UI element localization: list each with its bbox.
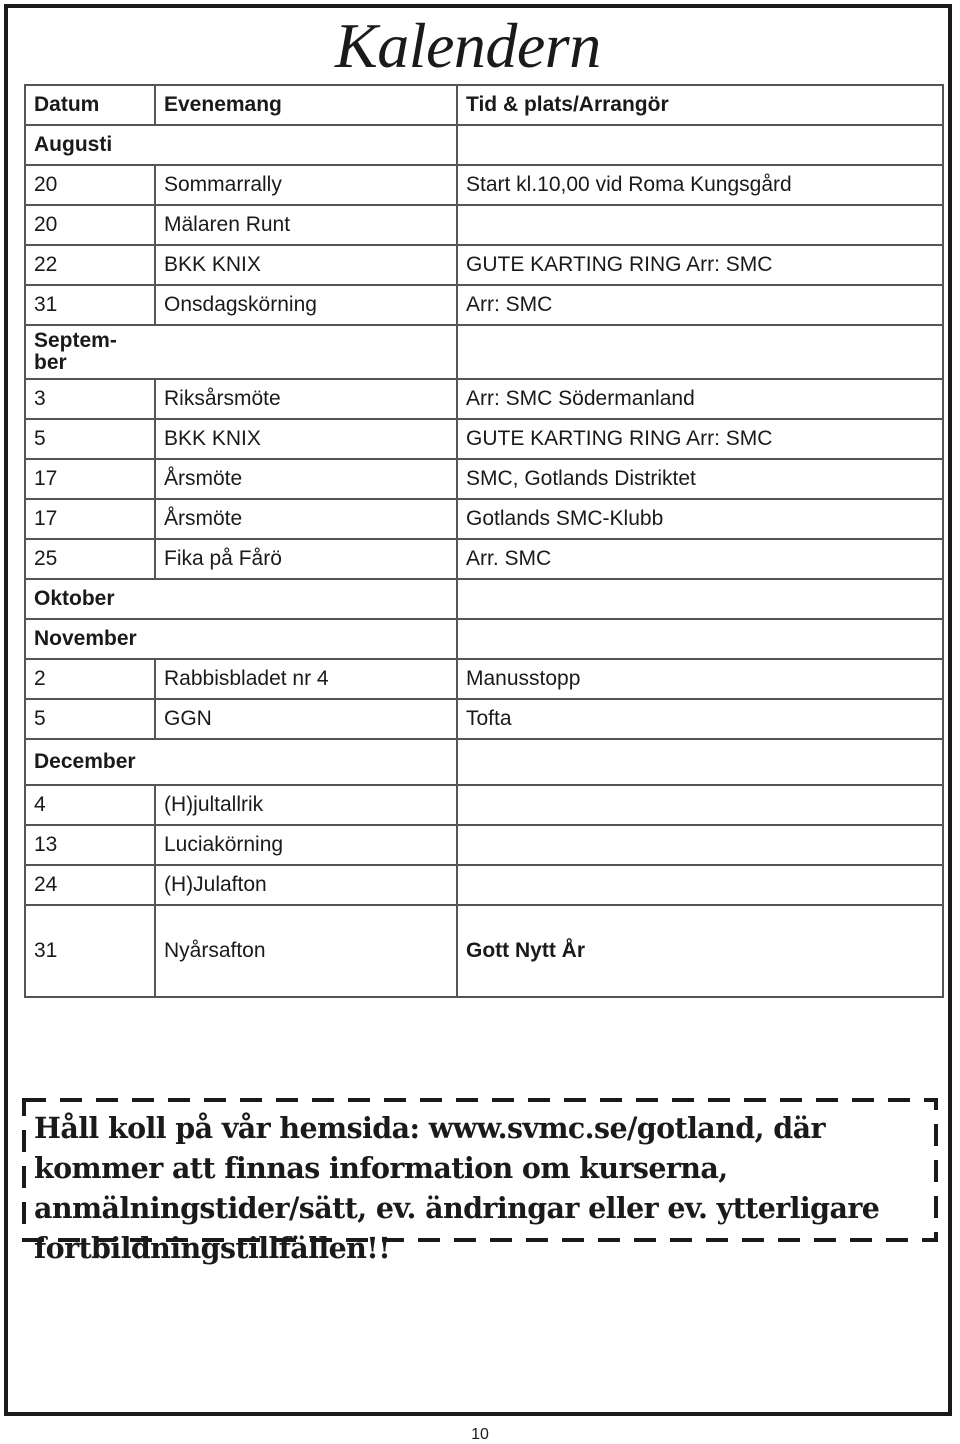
event-row	[25, 205, 943, 245]
month-label: November	[25, 619, 457, 659]
event-row	[25, 699, 943, 739]
header-date: Datum	[25, 85, 155, 125]
event-info: Arr. SMC	[457, 539, 943, 579]
month-info-cell	[457, 325, 943, 379]
event-info: Gotlands SMC-Klubb	[457, 499, 943, 539]
month-info-cell	[457, 619, 943, 659]
event-row	[25, 165, 943, 205]
event-event: BKK KNIX	[155, 245, 457, 285]
month-info-cell	[457, 579, 943, 619]
event-event: Mälaren Runt	[155, 205, 457, 245]
event-event: (H)jultallrik	[155, 785, 457, 825]
event-event: Fika på Fårö	[155, 539, 457, 579]
event-event: (H)Julafton	[155, 865, 457, 905]
event-event: GGN	[155, 699, 457, 739]
event-event: Årsmöte	[155, 499, 457, 539]
calendar-table	[24, 84, 944, 998]
event-date: 3	[25, 379, 155, 419]
event-info: Tofta	[457, 699, 943, 739]
event-row	[25, 379, 943, 419]
event-row	[25, 539, 943, 579]
event-info: Arr: SMC Södermanland	[457, 379, 943, 419]
event-event: Luciakörning	[155, 825, 457, 865]
event-row	[25, 825, 943, 865]
event-row	[25, 905, 943, 997]
month-label: Septem- ber	[25, 325, 457, 379]
event-row	[25, 285, 943, 325]
event-info: Arr: SMC	[457, 285, 943, 325]
event-date: 20	[25, 165, 155, 205]
header-info: Tid & plats/Arrangör	[457, 85, 943, 125]
event-date: 31	[25, 285, 155, 325]
website-notice	[20, 1094, 940, 1265]
notice-text: Håll koll på vår hemsida: www.svmc.se/gotland, där kommer att finnas information om kurserna, anmälningstider/sätt, ev. ändringar eller ev. ytterligare fortbildningstillfällen!!	[34, 1111, 880, 1265]
event-event: Riksårsmöte	[155, 379, 457, 419]
event-event: Årsmöte	[155, 459, 457, 499]
event-info: GUTE KARTING RING Arr: SMC	[457, 245, 943, 285]
event-info	[457, 865, 943, 905]
event-event: Nyårsafton	[155, 905, 457, 997]
page-title: Kalendern	[335, 10, 601, 81]
event-row	[25, 785, 943, 825]
event-info: SMC, Gotlands Distriktet	[457, 459, 943, 499]
month-label: Augusti	[25, 125, 457, 165]
event-date: 17	[25, 459, 155, 499]
event-date: 31	[25, 905, 155, 997]
month-label: December	[25, 739, 457, 785]
event-date: 25	[25, 539, 155, 579]
event-date: 17	[25, 499, 155, 539]
event-row	[25, 865, 943, 905]
event-info: Gott Nytt År	[457, 905, 943, 997]
header-row	[25, 85, 943, 125]
event-event: Onsdagskörning	[155, 285, 457, 325]
month-info-cell	[457, 125, 943, 165]
month-label: Oktober	[25, 579, 457, 619]
event-event: Rabbisbladet nr 4	[155, 659, 457, 699]
event-date: 13	[25, 825, 155, 865]
header-event: Evenemang	[155, 85, 457, 125]
event-info	[457, 205, 943, 245]
event-info	[457, 785, 943, 825]
event-date: 5	[25, 699, 155, 739]
event-row	[25, 419, 943, 459]
event-row	[25, 499, 943, 539]
event-date: 20	[25, 205, 155, 245]
event-date: 24	[25, 865, 155, 905]
event-date: 2	[25, 659, 155, 699]
month-row	[25, 739, 943, 785]
month-row	[25, 579, 943, 619]
calendar-body	[25, 85, 943, 997]
event-info: Manusstopp	[457, 659, 943, 699]
event-date: 22	[25, 245, 155, 285]
event-row	[25, 245, 943, 285]
month-info-cell	[457, 739, 943, 785]
event-row	[25, 459, 943, 499]
event-date: 4	[25, 785, 155, 825]
event-date: 5	[25, 419, 155, 459]
event-info: GUTE KARTING RING Arr: SMC	[457, 419, 943, 459]
event-row	[25, 659, 943, 699]
event-info: Start kl.10,00 vid Roma Kungsgård	[457, 165, 943, 205]
event-event: Sommarrally	[155, 165, 457, 205]
month-row	[25, 325, 943, 379]
month-row	[25, 619, 943, 659]
page-number: 10	[471, 1426, 489, 1443]
event-info	[457, 825, 943, 865]
event-event: BKK KNIX	[155, 419, 457, 459]
month-row	[25, 125, 943, 165]
